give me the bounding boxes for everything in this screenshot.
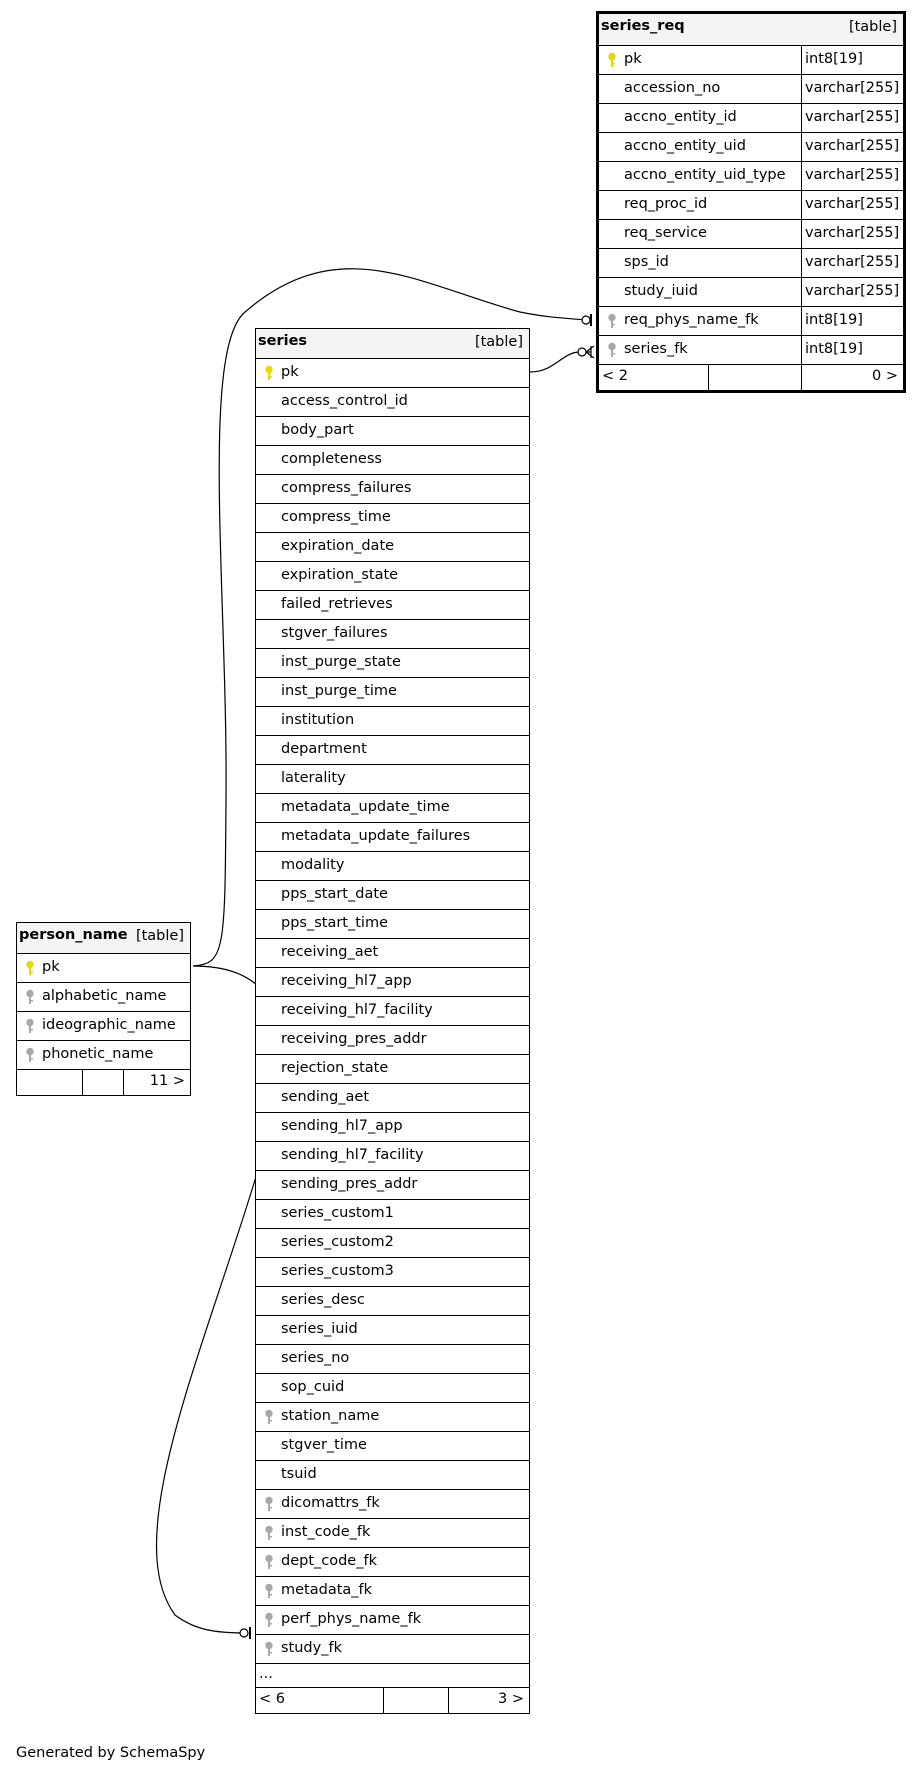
- column-name: station_name: [281, 1408, 380, 1424]
- column-row-dicomattrs-fk: [256, 1489, 529, 1518]
- column-name: req_phys_name_fk: [624, 312, 759, 328]
- column-name: receiving_hl7_app: [281, 973, 412, 989]
- column-row-dept-code-fk: [256, 1547, 529, 1576]
- table-name: series_req: [601, 18, 685, 34]
- column-type: varchar[255]: [805, 225, 900, 241]
- column-row-accno-entity-id: [599, 103, 903, 132]
- column-row-inst-code-fk: [256, 1518, 529, 1547]
- column-row-expiration-state: [256, 561, 529, 590]
- column-row-tsuid: [256, 1460, 529, 1489]
- table-footer: [17, 1069, 190, 1095]
- column-name: sending_aet: [281, 1089, 370, 1105]
- column-name: metadata_update_time: [281, 799, 450, 815]
- column-name: req_service: [624, 225, 707, 241]
- column-type: int8[19]: [805, 51, 863, 67]
- column-type: varchar[255]: [805, 254, 900, 270]
- column-row-series-fk: [599, 335, 903, 364]
- column-row-pps-start-date: [256, 880, 529, 909]
- foreign-key-icon: [264, 1525, 274, 1541]
- column-name: pk: [624, 51, 642, 67]
- column-row-department: [256, 735, 529, 764]
- column-row-stgver-failures: [256, 619, 529, 648]
- column-name: dicomattrs_fk: [281, 1495, 380, 1511]
- column-name: laterality: [281, 770, 346, 786]
- column-name: receiving_hl7_facility: [281, 1002, 433, 1018]
- column-row-req-proc-id: [599, 190, 903, 219]
- column-name: ideographic_name: [42, 1017, 176, 1033]
- column-row-compress-failures: [256, 474, 529, 503]
- column-name: sending_hl7_app: [281, 1118, 403, 1134]
- column-name: receiving_aet: [281, 944, 379, 960]
- column-name: tsuid: [281, 1466, 317, 1482]
- column-name: completeness: [281, 451, 382, 467]
- column-row-stgver-time: [256, 1431, 529, 1460]
- primary-key-icon: [607, 52, 617, 68]
- table-type-tag: [table]: [135, 928, 184, 944]
- column-name: pk: [281, 364, 299, 380]
- foreign-key-icon: [25, 1047, 35, 1063]
- column-name: study_fk: [281, 1640, 342, 1656]
- column-name: series_no: [281, 1350, 350, 1366]
- column-name: series_custom2: [281, 1234, 394, 1250]
- column-row-study-iuid: [599, 277, 903, 306]
- column-name: institution: [281, 712, 355, 728]
- column-row-ideographic-name: [17, 1011, 190, 1040]
- column-row-body-part: [256, 416, 529, 445]
- column-row-series-iuid: [256, 1315, 529, 1344]
- column-row-sps-id: [599, 248, 903, 277]
- column-name: pk: [42, 959, 60, 975]
- table-series[interactable]: [255, 328, 530, 1714]
- column-row-series-custom1: [256, 1199, 529, 1228]
- column-row-req-service: [599, 219, 903, 248]
- column-type: varchar[255]: [805, 196, 900, 212]
- column-row-study-fk: [256, 1634, 529, 1663]
- foreign-key-icon: [264, 1612, 274, 1628]
- column-name: phonetic_name: [42, 1046, 154, 1062]
- column-name: stgver_time: [281, 1437, 367, 1453]
- column-row-pk: [256, 358, 529, 387]
- column-type: varchar[255]: [805, 138, 900, 154]
- child-count: 0 >: [872, 368, 898, 384]
- table-header: [17, 923, 190, 953]
- foreign-key-icon: [264, 1583, 274, 1599]
- column-name: body_part: [281, 422, 354, 438]
- column-row-sending-aet: [256, 1083, 529, 1112]
- column-name: series_fk: [624, 341, 688, 357]
- column-name: access_control_id: [281, 393, 408, 409]
- table-type-tag: [table]: [474, 334, 523, 350]
- column-row-institution: [256, 706, 529, 735]
- column-name: accession_no: [624, 80, 721, 96]
- column-name: pps_start_time: [281, 915, 388, 931]
- column-row-metadata-fk: [256, 1576, 529, 1605]
- column-row-perf-phys-name-fk: [256, 1605, 529, 1634]
- column-row-station-name: [256, 1402, 529, 1431]
- child-count: 11 >: [149, 1073, 185, 1089]
- column-row-modality: [256, 851, 529, 880]
- table-header: [599, 14, 903, 45]
- column-name: expiration_state: [281, 567, 399, 583]
- column-row-series-custom3: [256, 1257, 529, 1286]
- foreign-key-icon: [25, 1018, 35, 1034]
- column-name: pps_start_date: [281, 886, 388, 902]
- column-name: series_custom1: [281, 1205, 394, 1221]
- column-name: dept_code_fk: [281, 1553, 377, 1569]
- foreign-key-icon: [607, 313, 617, 329]
- column-type: varchar[255]: [805, 109, 900, 125]
- primary-key-icon: [25, 960, 35, 976]
- table-name: series: [258, 333, 308, 349]
- column-name: accno_entity_uid_type: [624, 167, 786, 183]
- table-header: [256, 329, 529, 358]
- column-name: metadata_update_failures: [281, 828, 471, 844]
- column-row-laterality: [256, 764, 529, 793]
- column-row-accno-entity-uid: [599, 132, 903, 161]
- column-row-alphabetic-name: [17, 982, 190, 1011]
- column-row-series-custom2: [256, 1228, 529, 1257]
- more-columns-row: [256, 1663, 529, 1687]
- column-name: sending_hl7_facility: [281, 1147, 424, 1163]
- column-name: inst_purge_state: [281, 654, 401, 670]
- foreign-key-icon: [25, 989, 35, 1005]
- column-row-phonetic-name: [17, 1040, 190, 1069]
- column-name: expiration_date: [281, 538, 395, 554]
- column-type: int8[19]: [805, 341, 863, 357]
- column-row-pps-start-time: [256, 909, 529, 938]
- column-row-access-control-id: [256, 387, 529, 416]
- parent-count: < 6: [259, 1691, 285, 1707]
- column-row-sending-hl7-facility: [256, 1141, 529, 1170]
- primary-key-icon: [264, 365, 274, 381]
- column-row-sop-cuid: [256, 1373, 529, 1402]
- column-row-rejection-state: [256, 1054, 529, 1083]
- column-name: inst_purge_time: [281, 683, 397, 699]
- column-type: varchar[255]: [805, 80, 900, 96]
- column-name: failed_retrieves: [281, 596, 393, 612]
- column-row-metadata-update-failures: [256, 822, 529, 851]
- column-name: compress_failures: [281, 480, 412, 496]
- column-name: department: [281, 741, 367, 757]
- column-name: accno_entity_uid: [624, 138, 746, 154]
- column-type: varchar[255]: [805, 283, 900, 299]
- column-row-completeness: [256, 445, 529, 474]
- column-name: series_iuid: [281, 1321, 358, 1337]
- column-name: perf_phys_name_fk: [281, 1611, 422, 1627]
- column-name: series_desc: [281, 1292, 365, 1308]
- column-name: alphabetic_name: [42, 988, 167, 1004]
- column-row-series-desc: [256, 1286, 529, 1315]
- column-name: modality: [281, 857, 345, 873]
- child-count: 3 >: [498, 1691, 524, 1707]
- column-row-series-no: [256, 1344, 529, 1373]
- foreign-key-icon: [264, 1554, 274, 1570]
- column-name: sending_pres_addr: [281, 1176, 418, 1192]
- column-row-compress-time: [256, 503, 529, 532]
- table-series-req[interactable]: [596, 11, 906, 393]
- column-name: receiving_pres_addr: [281, 1031, 427, 1047]
- column-row-sending-pres-addr: [256, 1170, 529, 1199]
- column-name: study_iuid: [624, 283, 698, 299]
- column-row-inst-purge-time: [256, 677, 529, 706]
- column-row-failed-retrieves: [256, 590, 529, 619]
- table-type-tag: [table]: [848, 19, 897, 35]
- column-row-pk: [17, 953, 190, 982]
- column-name: sop_cuid: [281, 1379, 345, 1395]
- column-row-req-phys-name-fk: [599, 306, 903, 335]
- column-type: int8[19]: [805, 312, 863, 328]
- foreign-key-icon: [607, 342, 617, 358]
- column-row-receiving-aet: [256, 938, 529, 967]
- column-name: req_proc_id: [624, 196, 708, 212]
- column-row-pk: [599, 45, 903, 74]
- ellipsis-text: ...: [259, 1666, 273, 1682]
- table-name: person_name: [19, 927, 128, 943]
- column-row-accno-entity-uid-type: [599, 161, 903, 190]
- column-row-metadata-update-time: [256, 793, 529, 822]
- column-row-receiving-hl7-app: [256, 967, 529, 996]
- column-name: compress_time: [281, 509, 391, 525]
- column-name: accno_entity_id: [624, 109, 737, 125]
- column-name: inst_code_fk: [281, 1524, 371, 1540]
- table-footer: [256, 1687, 529, 1713]
- column-name: sps_id: [624, 254, 669, 270]
- column-name: series_custom3: [281, 1263, 394, 1279]
- foreign-key-icon: [264, 1409, 274, 1425]
- table-person-name[interactable]: [16, 922, 191, 1096]
- column-row-expiration-date: [256, 532, 529, 561]
- column-row-inst-purge-state: [256, 648, 529, 677]
- foreign-key-icon: [264, 1641, 274, 1657]
- parent-count: < 2: [602, 368, 628, 384]
- column-name: rejection_state: [281, 1060, 389, 1076]
- column-row-accession-no: [599, 74, 903, 103]
- generated-by-footer: Generated by SchemaSpy: [16, 1745, 206, 1761]
- column-type: varchar[255]: [805, 167, 900, 183]
- table-footer: [599, 364, 903, 390]
- column-name: stgver_failures: [281, 625, 388, 641]
- column-row-receiving-hl7-facility: [256, 996, 529, 1025]
- foreign-key-icon: [264, 1496, 274, 1512]
- column-row-sending-hl7-app: [256, 1112, 529, 1141]
- column-row-receiving-pres-addr: [256, 1025, 529, 1054]
- column-name: metadata_fk: [281, 1582, 373, 1598]
